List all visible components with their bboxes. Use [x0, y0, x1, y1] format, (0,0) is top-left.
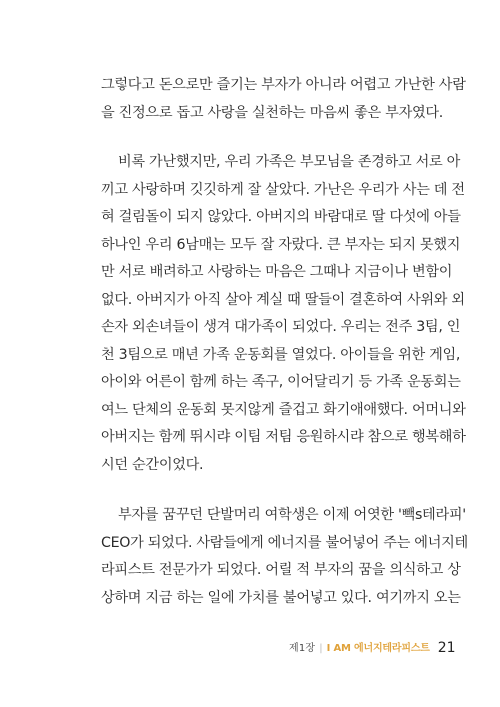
- text-line: 라피스트 전문가가 되었다. 어릴 적 부자의 꿈을 의식하고 상: [101, 562, 461, 578]
- text-line: 아이와 어른이 함께 하는 족구, 이어달리기 등 가족 운동회는: [101, 374, 461, 390]
- text-line: 혀 걸림돌이 되지 않았다. 아버지의 바람대로 딸 다섯에 아들: [101, 209, 461, 225]
- text-line: 을 진정으로 돕고 사랑을 실천하는 마음씨 좋은 부자였다.: [101, 105, 443, 121]
- page-number: 21: [437, 640, 456, 656]
- chapter-label: 제1장: [289, 643, 316, 654]
- text-line: 그렇다고 돈으로만 즐기는 부자가 아니라 어렵고 가난한 사람: [101, 77, 466, 93]
- text-line: 천 3팀으로 매년 가족 운동회를 열었다. 아이들을 위한 게임,: [101, 347, 461, 363]
- text-line: 아버지는 함께 뛰시랴 이팀 저팀 응원하시랴 참으로 행복해하: [101, 429, 466, 445]
- footer-separator: |: [319, 643, 323, 654]
- text-line: 시던 순간이었다.: [101, 457, 204, 473]
- text-line: 상하며 지금 하는 일에 가치를 불어넣고 있다. 여기까지 오는: [101, 590, 461, 606]
- text-line: CEO가 되었다. 사람들에게 에너지를 불어넣어 주는 에너지테: [101, 535, 468, 551]
- text-line: 여느 단체의 운동회 못지않게 즐겁고 화기애애했다. 어머니와: [101, 402, 466, 418]
- text-line: 손자 외손녀들이 생겨 대가족이 되었다. 우리는 전주 3팀, 인: [101, 319, 461, 335]
- text-line: 만 서로 배려하고 사랑하는 마음은 그때나 지금이나 변함이: [101, 264, 453, 280]
- text-line: 하나인 우리 6남매는 모두 잘 자랐다. 큰 부자는 되지 못했지: [101, 237, 461, 253]
- page-footer: [289, 641, 456, 656]
- book-title: I AM 에너지테라피스트: [326, 643, 430, 654]
- text-line: 비록 가난했지만, 우리 가족은 부모님을 존경하고 서로 아: [118, 154, 460, 170]
- text-line: 끼고 사랑하며 깃깃하게 잘 살았다. 가난은 우리가 사는 데 전: [101, 182, 465, 198]
- text-line: 없다. 아버지가 아직 살아 계실 때 딸들이 결혼하여 사위와 외: [101, 292, 465, 308]
- text-line: 부자를 꿈꾸던 단발머리 여학생은 이제 어엿한 '빽s테라피': [118, 507, 466, 523]
